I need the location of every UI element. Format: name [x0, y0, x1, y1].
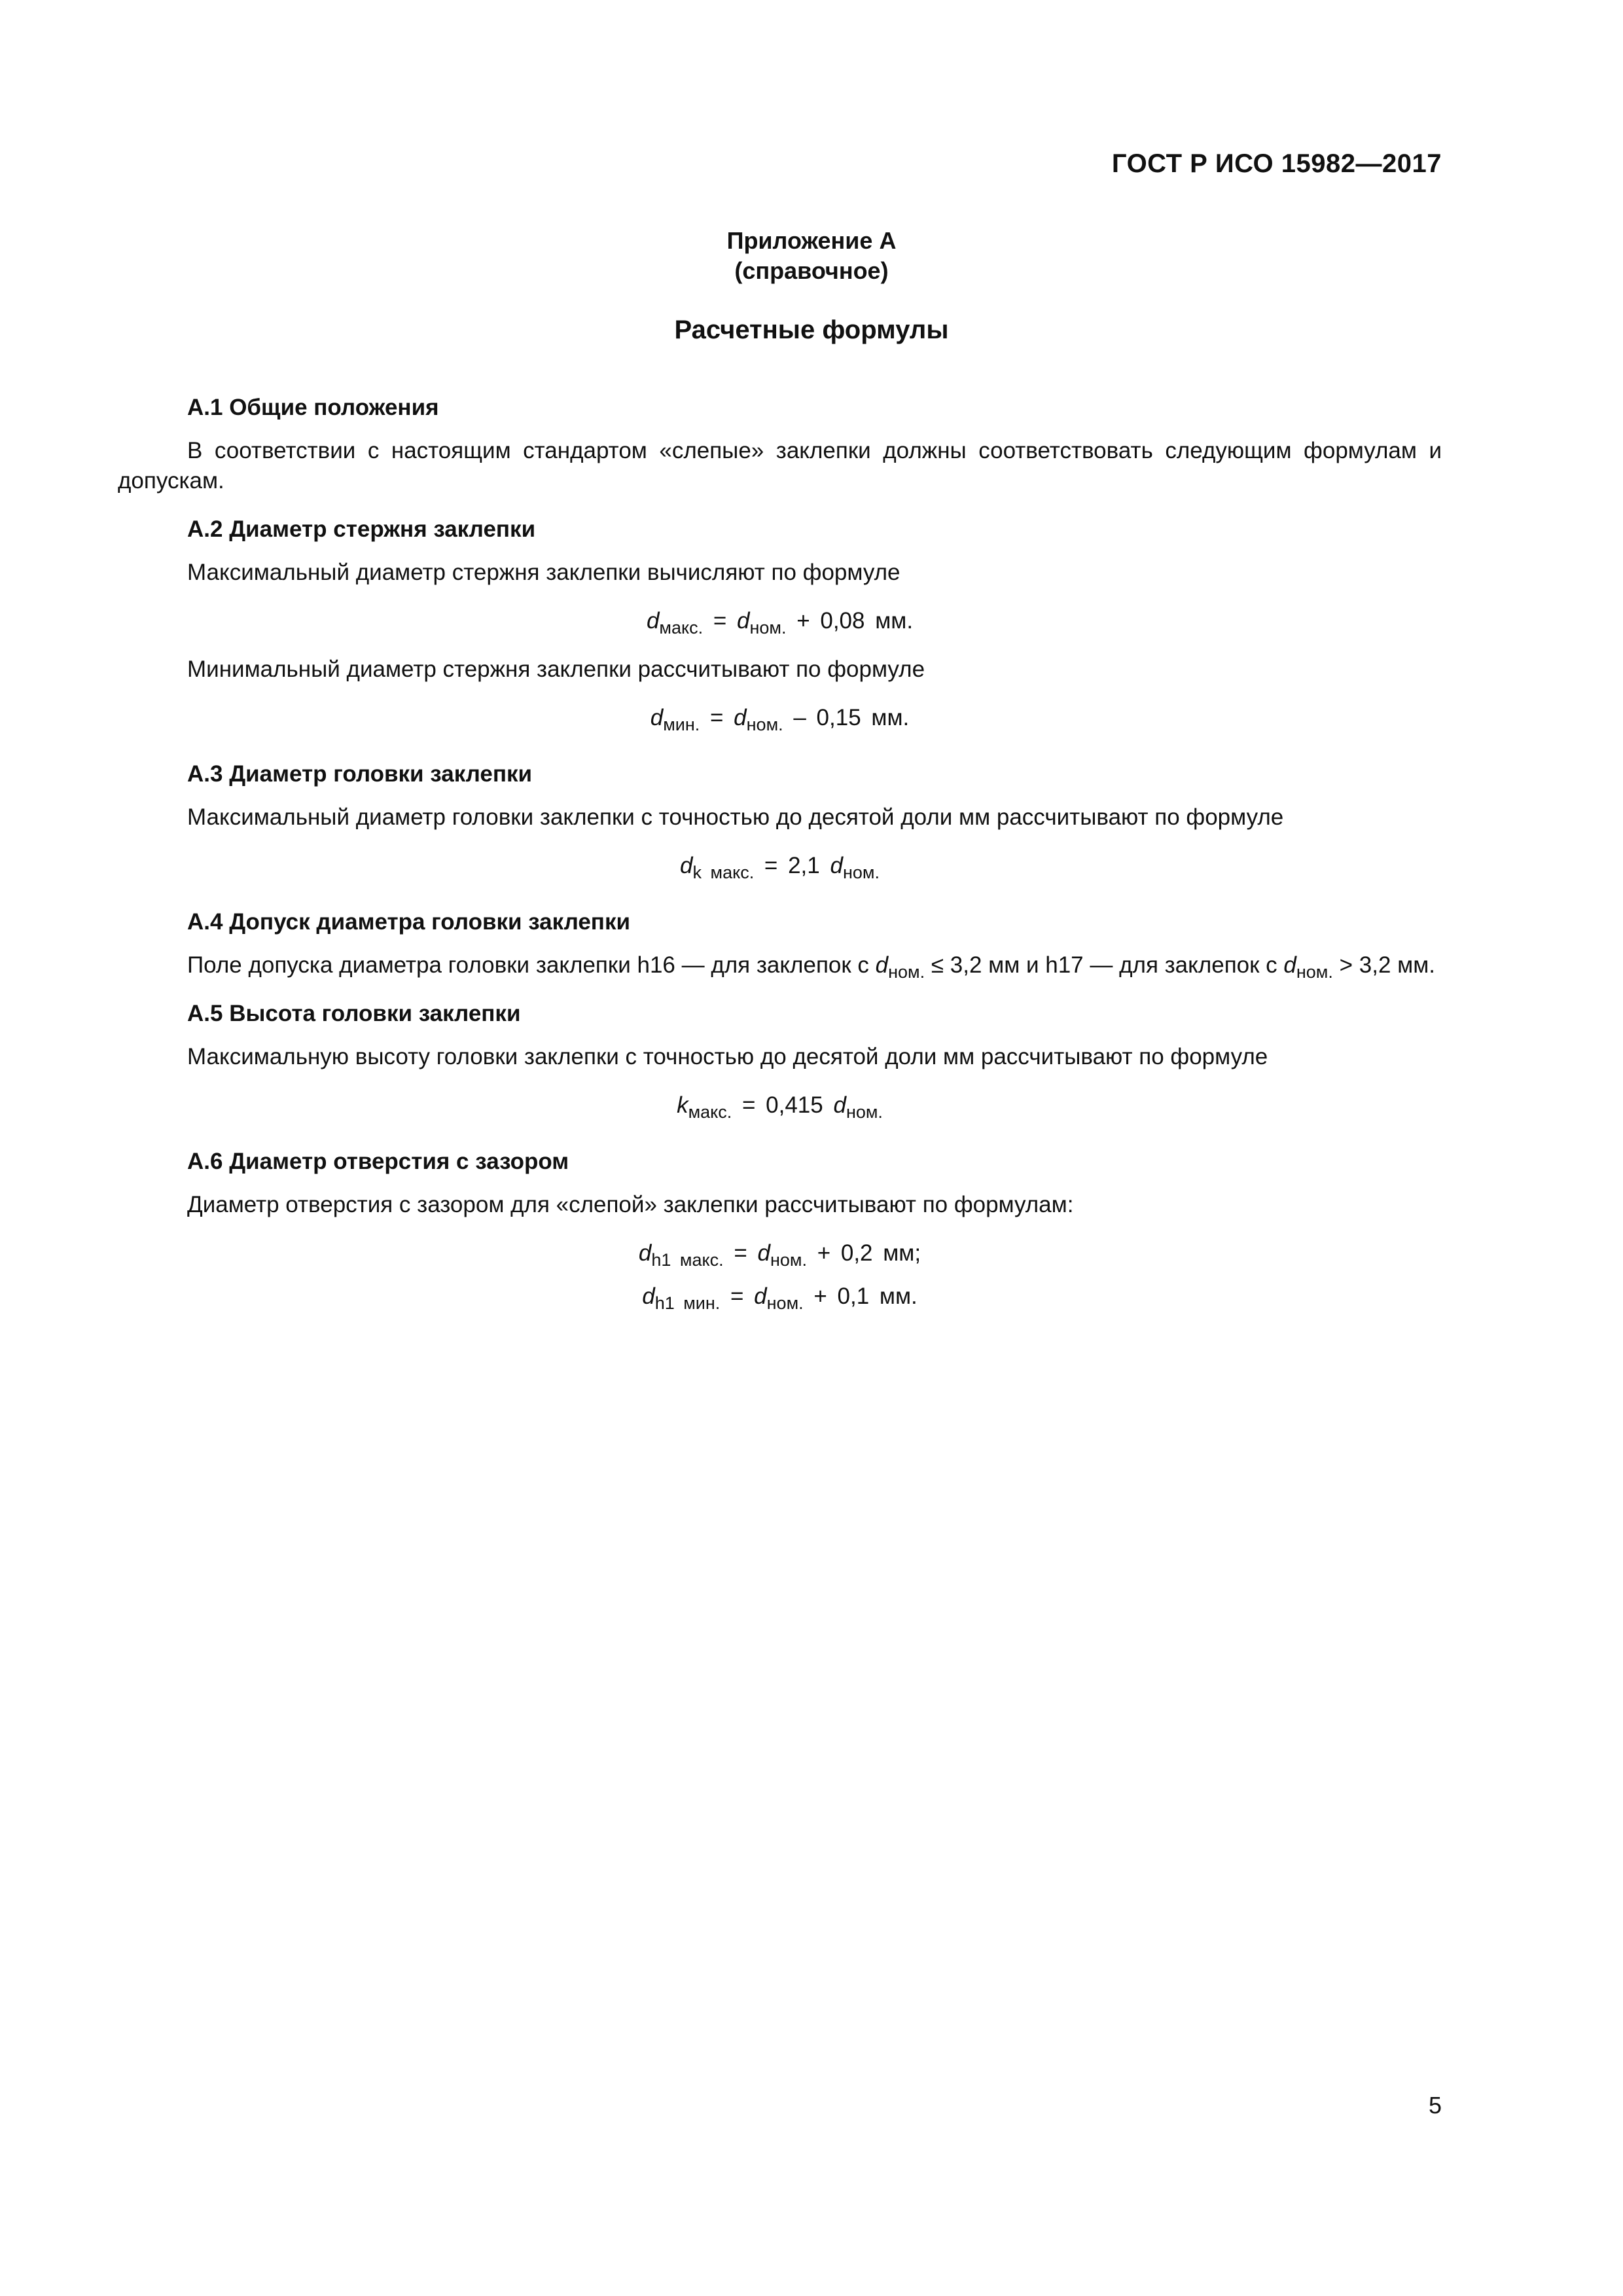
formula-k-max: $k_{макс.} = 0,415$ $d_{ном.}$ [677, 1092, 883, 1122]
formula-dh1-max: $d_{h1 макс.} = d_{ном.} + 0,2$ мм; [638, 1240, 921, 1270]
section-a6-heading: А.6 Диаметр отверстия с зазором [187, 1149, 569, 1174]
section-a3-text: Максимальный диаметр головки заклепки с точностью до десятой доли мм рассчитывают по формуле [187, 804, 1284, 830]
section-a2-text2: Минимальный диаметр стержня заклепки рассчитывают по формуле [187, 656, 925, 682]
formula-d-max: $d_{макс.} = d_{ном.} + 0,08$ мм. [646, 608, 914, 637]
annex-title: Расчетные формулы [674, 315, 949, 344]
section-a2-heading: А.2 Диаметр стержня заклепки [187, 516, 536, 542]
annex-type: (справочное) [734, 257, 889, 284]
section-a6-text: Диаметр отверстия с зазором для «слепой» заклепки рассчитывают по формулам: [187, 1192, 1074, 1217]
section-a5-text: Максимальную высоту головки заклепки с точностью до десятой доли мм рассчитывают по формуле [187, 1044, 1268, 1069]
annex-content [118, 393, 1442, 1312]
formula-dk-max: $d_{k макс.} = 2,1$ $d_{ном.}$ [680, 853, 880, 882]
section-a5-heading: А.5 Высота головки заклепки [187, 1001, 521, 1026]
annex-header [0, 226, 1623, 286]
section-a3-heading: А.3 Диаметр головки заклепки [187, 761, 533, 787]
section-a4-text: Поле допуска диаметра головки заклепки h16 — для заклепок с $d_{ном.} \le 3,2$ мм и h17 — для заклепок с $d_{ном.} > 3,2$ мм. [187, 952, 1435, 982]
annex-label: Приложение А [726, 227, 897, 254]
formula-d-min: $d_{мин.} = d_{ном.} - 0,15$ мм. [650, 705, 910, 734]
standard-id: ГОСТ Р ИСО 15982—2017 [1111, 149, 1442, 178]
section-a2-text1: Максимальный диаметр стержня заклепки вычисляют по формуле [187, 560, 901, 585]
page-number: 5 [1428, 2092, 1442, 2119]
section-a1-heading: А.1 Общие положения [187, 395, 439, 420]
section-a1-text: В соответствии с настоящим стандартом «слепые» заклепки должны соответствовать следующим формулам и допускам. [118, 438, 1442, 493]
section-a4-heading: А.4 Допуск диаметра головки заклепки [187, 909, 630, 935]
formula-dh1-min: $d_{h1 мин.} = d_{ном.} + 0,1$ мм. [642, 1283, 918, 1313]
